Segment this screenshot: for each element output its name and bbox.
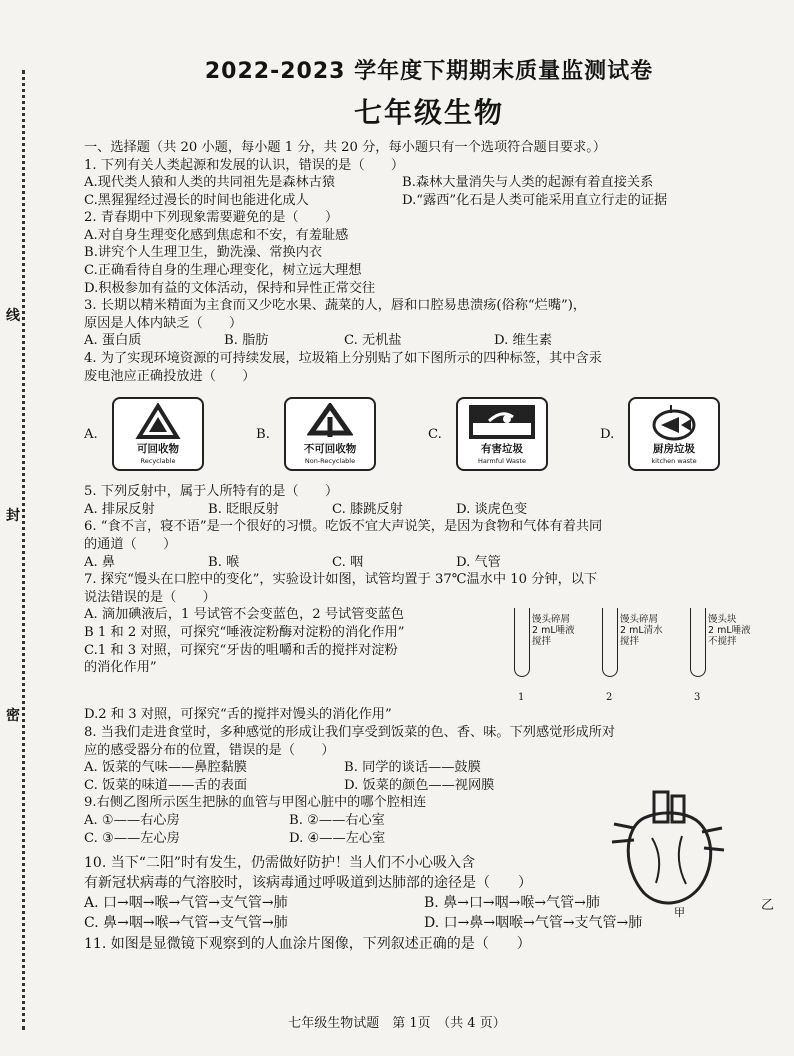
option-c: C. 饭菜的味道——舌的表面 <box>84 777 248 793</box>
question-6 <box>84 518 774 571</box>
option-c: C. 膝跳反射 <box>332 501 403 517</box>
bin-cn-label: 可回收物 <box>137 443 179 456</box>
question-1 <box>84 157 774 210</box>
option-c: C.黑猩猩经过漫长的时间也能进化成人 <box>84 192 309 208</box>
question-stem: 1. 下列有关人类起源和发展的认识，错误的是（ ） <box>84 157 405 173</box>
option-c: C. ③——左心房 <box>84 830 180 846</box>
option-b: B. 同学的谈话——鼓膜 <box>344 760 481 776</box>
question-stem: 7. 探究“馒头在口腔中的变化”，实验设计如图，试管均置于 37℃温水中 10 分钟，以下 <box>84 572 598 588</box>
option-b: B. 鼻→口→咽→喉→气管→肺 <box>424 895 600 912</box>
question-stem: 2. 青春期中下列现象需要避免的是（ ） <box>84 210 339 226</box>
question-stem: 3. 长期以精米精面为主食而又少吃水果、蔬菜的人，唇和口腔易患溃疡(俗称“烂嘴”)， <box>84 298 587 314</box>
question-4 <box>84 350 774 479</box>
option-b: B. 喉 <box>208 554 240 570</box>
question-stem: 5. 下列反射中，属于人所特有的是（ ） <box>84 484 339 500</box>
fig-jia-label: 甲 <box>674 906 685 919</box>
harmful-waste-bin-label <box>456 397 548 471</box>
bin-cn-label: 不可回收物 <box>303 443 357 456</box>
option-d-label: D. <box>600 426 615 442</box>
option-a: A. 排尿反射 <box>84 501 155 517</box>
option-b-label: B. <box>256 426 270 442</box>
option-d: D. 维生素 <box>494 333 553 349</box>
question-stem: 10. 当下“二阳”时有发生，仍需做好防护！当人们不小心吸入含 <box>84 855 476 872</box>
margin-mark-xian: 线 <box>6 308 20 324</box>
question-7 <box>84 571 774 724</box>
question-stem-cont: 废电池应正确投放进（ ） <box>84 368 256 384</box>
page-footer: 七年级生物试题 第 1页 （共 4 页） <box>288 1016 506 1031</box>
bin-en-label: kitchen waste <box>651 457 697 466</box>
option-a: A. 饭菜的气味——鼻腔黏膜 <box>84 760 247 776</box>
option-c: C.1 和 3 对照，可探究“牙齿的咀嚼和舌的搅拌对淀粉 <box>84 642 398 658</box>
option-b: B. 脂肪 <box>224 333 269 349</box>
question-stem: 6. “食不言，寝不语”是一个很好的习惯。吃饭不宜大声说笑，是因为食物和气体有着共同 <box>84 519 603 535</box>
tube-2-number: 2 <box>606 692 613 704</box>
heart-diagram <box>604 788 734 918</box>
question-stem-cont: 应的感受器分布的位置，错误的是（ ） <box>84 742 335 758</box>
option-b: B. 眨眼反射 <box>208 501 279 517</box>
binding-line <box>22 70 25 1030</box>
recyclable-bin-label <box>112 397 204 471</box>
question-stem-cont: 的通道（ ） <box>84 537 177 552</box>
option-a: A. 滴加碘液后，1 号试管不会变蓝色，2 号试管变蓝色 <box>84 607 405 623</box>
option-d: D.2 和 3 对照，可探究“舌的搅拌对馒头的消化作用” <box>84 707 392 723</box>
kitchen-waste-icon <box>649 403 699 443</box>
tube-1-label: 馒头碎屑 2 mL唾液 搅拌 <box>532 614 575 648</box>
tube-3-label: 馒头块 2 mL唾液 不搅拌 <box>708 614 751 648</box>
harmful-waste-icon <box>467 403 537 443</box>
option-b: B.讲究个人生理卫生，勤洗澡、常换内衣 <box>84 245 323 261</box>
exam-title: 2022-2023 学年度下期期末质量监测试卷 <box>204 59 654 84</box>
kitchen-waste-bin-label <box>628 397 720 471</box>
section-heading: 一、选择题（共 20 小题，每小题 1 分，共 20 分，每小题只有一个选项符合题目要求。） <box>84 140 607 155</box>
question-8 <box>84 724 774 794</box>
option-c: C. 鼻→咽→喉→气管→支气管→肺 <box>84 915 288 932</box>
bin-labels-figure <box>84 389 774 479</box>
option-c: C.正确看待自身的生理心理变化，树立远大理想 <box>84 263 362 279</box>
option-d: D.“露西”化石是人类可能采用直立行走的证据 <box>402 192 668 208</box>
option-d: D. 饭菜的颜色——视网膜 <box>344 777 495 793</box>
option-a: A. 口→咽→喉→气管→支气管→肺 <box>84 895 288 912</box>
tube-3-number: 3 <box>694 692 701 704</box>
fig-yi-label: 乙 <box>760 898 774 914</box>
option-a: A. 蛋白质 <box>84 333 142 349</box>
question-stem: 4. 为了实现环境资源的可持续发展，垃圾箱上分别贴了如下图所示的四种标签，其中含汞 <box>84 351 602 367</box>
question-11 <box>84 933 774 955</box>
question-5 <box>84 483 774 518</box>
non-recycle-icon <box>307 403 353 441</box>
tube-1-number: 1 <box>518 692 525 704</box>
exam-subject: 七年级生物 <box>353 96 504 129</box>
question-2 <box>84 209 774 297</box>
bin-cn-label: 有害垃圾 <box>481 443 523 456</box>
option-c-cont: 的消化作用” <box>84 660 157 676</box>
option-c: C. 咽 <box>332 554 364 570</box>
margin-mark-mi: 密 <box>6 708 20 724</box>
option-a-label: A. <box>84 426 98 442</box>
option-d: D. 谈虎色变 <box>456 501 528 517</box>
question-stem-cont: 有新冠状病毒的气溶胶时，该病毒通过呼吸道到达肺部的途径是（ ） <box>84 875 532 892</box>
option-d: D. ④——左心室 <box>289 830 386 846</box>
bin-en-label: Harmful Waste <box>478 457 526 466</box>
test-tube-2 <box>602 608 618 677</box>
option-c: C. 无机盐 <box>344 333 402 349</box>
question-stem: 9.右侧乙图所示医生把脉的血管与甲图心脏中的哪个腔相连 <box>84 795 427 811</box>
option-d: D. 气管 <box>456 554 501 570</box>
option-a: A.对自身生理变化感到焦虑和不安，有羞耻感 <box>84 227 349 243</box>
test-tube-1 <box>514 608 530 677</box>
option-a: A. 鼻 <box>84 554 116 570</box>
option-b: B 1 和 2 对照，可探究“唾液淀粉酶对淀粉的消化作用” <box>84 624 405 640</box>
margin-mark-feng: 封 <box>6 508 20 524</box>
option-a: A. ①——右心房 <box>84 812 180 828</box>
question-stem: 11. 如图是显微镜下观察到的人血涂片图像，下列叙述正确的是（ ） <box>84 936 531 953</box>
test-tube-3 <box>690 608 706 677</box>
option-d: D. 口→鼻→咽喉→气管→支气管→肺 <box>424 915 643 932</box>
exam-page <box>84 54 774 955</box>
option-a: A.现代类人猿和人类的共同祖先是森林古猿 <box>84 175 336 191</box>
question-stem-cont: 说法错误的是（ ） <box>84 589 216 605</box>
question-stem: 8. 当我们走进食堂时，多种感觉的形成让我们享受到饭菜的色、香、味。下列感觉形成所对 <box>84 724 616 740</box>
non-recyclable-bin-label <box>284 397 376 471</box>
option-d: D.积极参加有益的文体活动，保持和异性正常交往 <box>84 280 376 296</box>
question-3 <box>84 297 774 350</box>
tube-2-label: 馒头碎屑 2 mL清水 搅拌 <box>620 614 663 648</box>
question-stem-cont: 原因是人体内缺乏（ ） <box>84 315 243 331</box>
option-b: B. ②——右心室 <box>289 812 385 828</box>
bin-en-label: Non-Recyclable <box>304 457 356 466</box>
option-c-label: C. <box>428 426 442 442</box>
recycle-icon <box>135 403 181 441</box>
test-tube-figure <box>504 606 764 706</box>
bin-en-label: Recyclable <box>140 457 176 466</box>
bin-cn-label: 厨房垃圾 <box>653 443 695 456</box>
option-b: B.森林大量消失与人类的起源有着直接关系 <box>402 175 654 191</box>
